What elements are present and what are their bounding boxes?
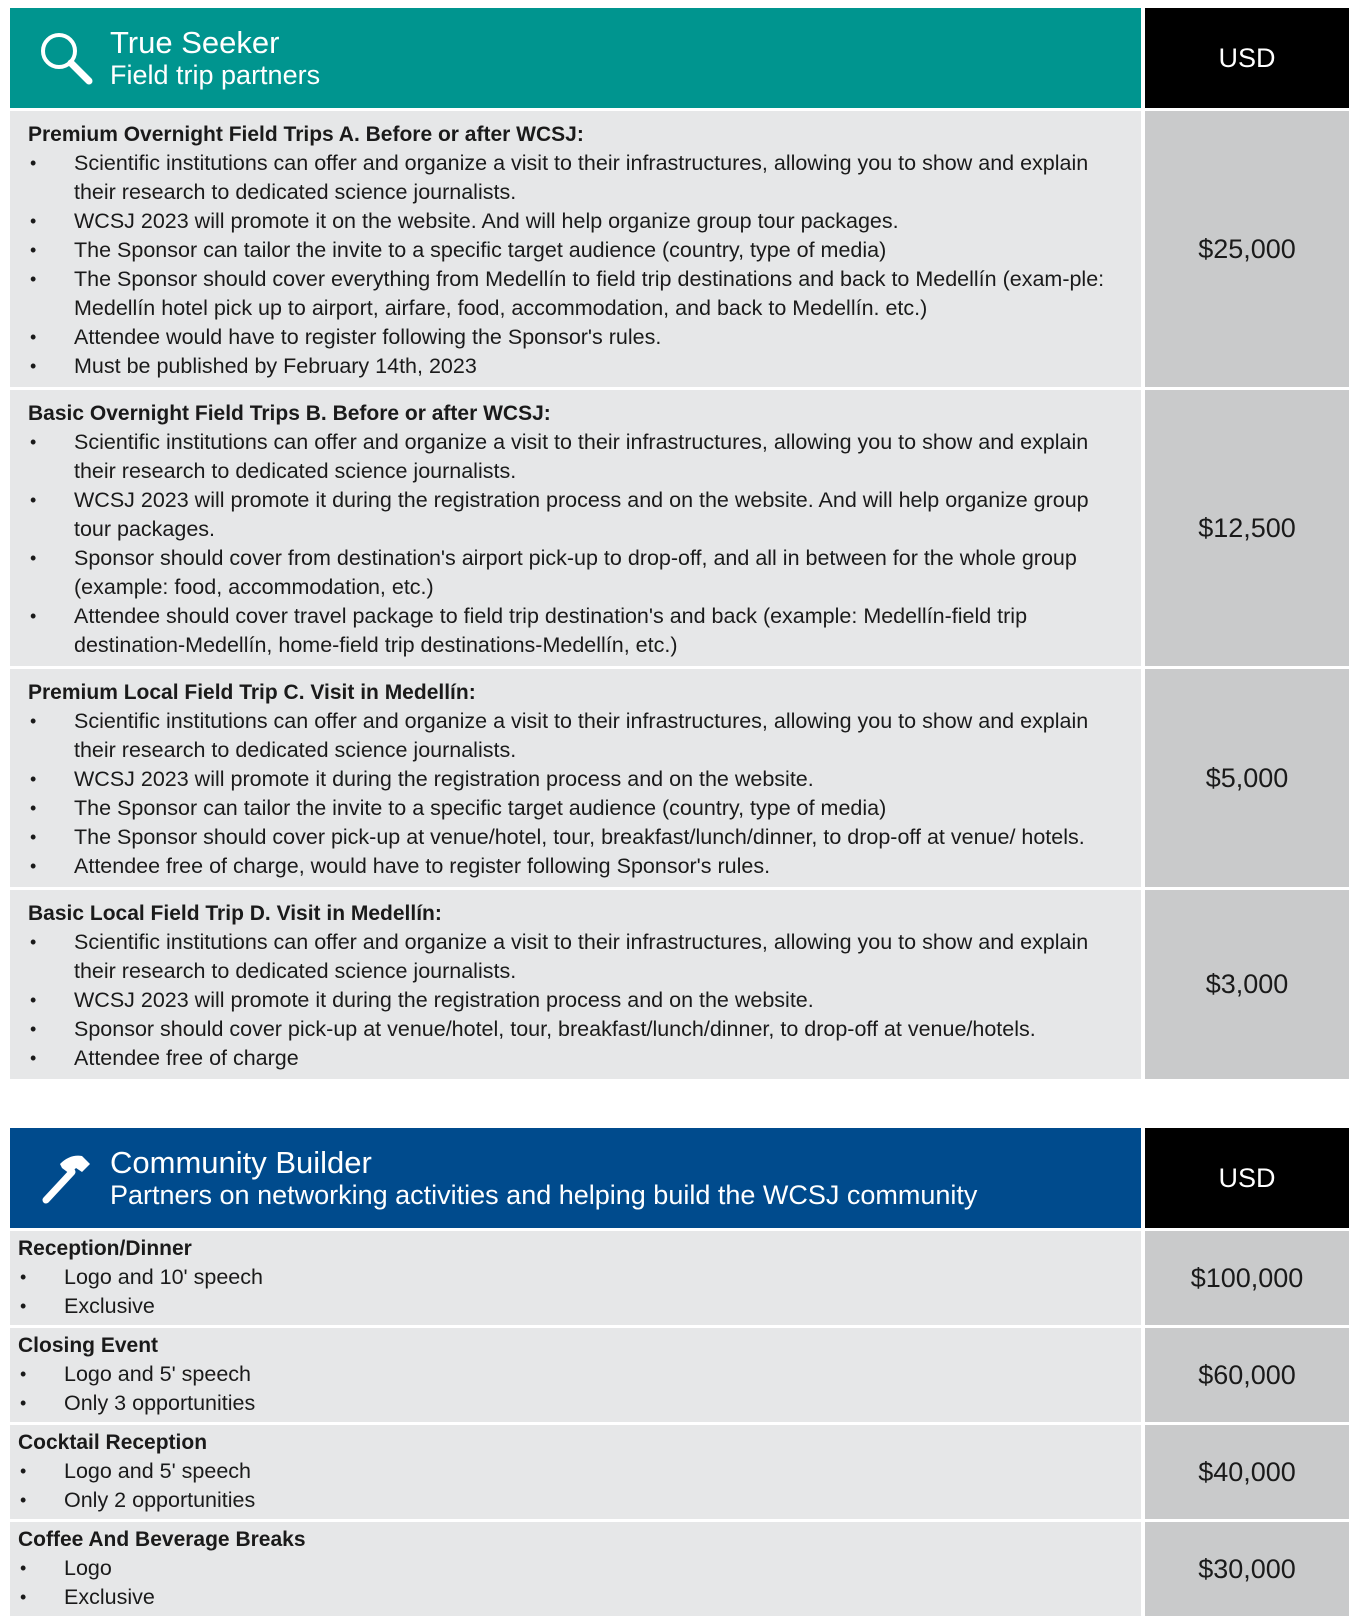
benefit-item: • WCSJ 2023 will promote it during the registration process and on the website. — [28, 986, 1125, 1015]
price-cell: $100,000 — [1145, 1231, 1349, 1325]
benefit-item: • Sponsor should cover from destination's airport pick-up to drop-off, and all in between for the whole group (example: food, accommodation, etc.) — [28, 544, 1125, 602]
benefit-item: • WCSJ 2023 will promote it on the website. And will help organize group tour packages. — [28, 207, 1125, 236]
section-title: Community Builder — [110, 1145, 372, 1180]
price-cell: $30,000 — [1145, 1522, 1349, 1616]
benefit-item: • Logo and 5' speech — [18, 1457, 1125, 1486]
benefit-item: • The Sponsor can tailor the invite to a specific target audience (country, type of media) — [28, 236, 1125, 265]
benefit-item: • Attendee should cover travel package to field trip destination's and back (example: Medellín-field trip destination-Medellín, home-field trip destinations-Medellín, etc.) — [28, 602, 1125, 660]
price-cell: $12,500 — [1145, 390, 1349, 666]
sponsorship-description — [10, 1231, 1141, 1325]
section-header — [10, 1128, 1349, 1228]
sponsorship-description — [10, 1328, 1141, 1422]
benefit-item: • Logo and 5' speech — [18, 1360, 1125, 1389]
sponsorship-description — [10, 111, 1141, 387]
sponsorship-title: Basic Overnight Field Trips B. Before or after WCSJ: — [28, 402, 551, 425]
benefit-item: • Logo and 10' speech — [18, 1263, 1125, 1292]
section-header-title-area — [10, 8, 1141, 108]
benefit-list — [28, 428, 1125, 660]
sponsorship-title: Closing Event — [18, 1334, 159, 1357]
benefit-item: • Attendee free of charge — [28, 1044, 1125, 1073]
benefit-item: • The Sponsor can tailor the invite to a specific target audience (country, type of media) — [28, 794, 1125, 823]
benefit-list — [18, 1263, 1125, 1321]
sponsorship-title: Cocktail Reception — [18, 1431, 208, 1454]
community-builder-section — [10, 1128, 1349, 1616]
benefit-item: • The Sponsor should cover pick-up at venue/hotel, tour, breakfast/lunch/dinner, to drop-off at venue/ hotels. — [28, 823, 1125, 852]
benefit-item: • Must be published by February 14th, 2023 — [28, 352, 1125, 381]
section-subtitle: Field trip partners — [110, 60, 321, 90]
sponsorship-row — [10, 390, 1349, 666]
sponsorship-row — [10, 1522, 1349, 1616]
benefit-item: • Exclusive — [18, 1292, 1125, 1321]
search-icon — [34, 26, 98, 90]
benefit-item: • Scientific institutions can offer and organize a visit to their infrastructures, allowing you to show and explain their research to dedicated science journalists. — [28, 928, 1125, 986]
section-subtitle: Partners on networking activities and helping build the WCSJ community — [110, 1180, 978, 1210]
price-cell: $40,000 — [1145, 1425, 1349, 1519]
sponsorship-row — [10, 890, 1349, 1079]
benefit-item: • The Sponsor should cover everything from Medellín to field trip destinations and back to Medellín (exam-ple: Medellín hotel pick up to airport, airfare, food, accommodation, and back to Medellín. etc.) — [28, 265, 1125, 323]
true-seeker-section — [10, 8, 1349, 1079]
benefit-list — [28, 928, 1125, 1073]
benefit-list — [28, 707, 1125, 881]
section-header — [10, 8, 1349, 108]
sponsorship-title: Premium Local Field Trip C. Visit in Medellín: — [28, 681, 476, 704]
sponsorship-row — [10, 1328, 1349, 1422]
sponsorship-row — [10, 1231, 1349, 1325]
price-cell: $25,000 — [1145, 111, 1349, 387]
sponsorship-title: Coffee And Beverage Breaks — [18, 1528, 306, 1551]
benefit-list — [18, 1360, 1125, 1418]
benefit-item: • Scientific institutions can offer and organize a visit to their infrastructures, allowing you to show and explain their research to dedicated science journalists. — [28, 149, 1125, 207]
price-cell: $60,000 — [1145, 1328, 1349, 1422]
benefit-item: • Logo — [18, 1554, 1125, 1583]
benefit-item: • Only 2 opportunities — [18, 1486, 1125, 1515]
benefit-item: • Only 3 opportunities — [18, 1389, 1125, 1418]
sponsorship-row — [10, 1425, 1349, 1519]
section-title: True Seeker — [110, 25, 280, 60]
benefit-item: • Attendee would have to register following the Sponsor's rules. — [28, 323, 1125, 352]
price-cell: $3,000 — [1145, 890, 1349, 1079]
sponsorship-title: Basic Local Field Trip D. Visit in Medellín: — [28, 902, 442, 925]
benefit-list — [18, 1554, 1125, 1612]
benefit-item: • Attendee free of charge, would have to register following Sponsor's rules. — [28, 852, 1125, 881]
sponsorship-description — [10, 669, 1141, 887]
benefit-item: • WCSJ 2023 will promote it during the registration process and on the website. And will help organize group tour packages. — [28, 486, 1125, 544]
sponsorship-description — [10, 890, 1141, 1079]
hammer-icon — [34, 1146, 98, 1210]
benefit-list — [18, 1457, 1125, 1515]
sponsorship-description — [10, 390, 1141, 666]
benefit-item: • Exclusive — [18, 1583, 1125, 1612]
benefit-item: • Scientific institutions can offer and organize a visit to their infrastructures, allowing you to show and explain their research to dedicated science journalists. — [28, 707, 1125, 765]
sponsorship-description — [10, 1522, 1141, 1616]
benefit-item: • WCSJ 2023 will promote it during the registration process and on the website. — [28, 765, 1125, 794]
currency-header: USD — [1145, 1128, 1349, 1228]
sponsorship-rows — [10, 111, 1349, 1079]
sponsorship-title: Premium Overnight Field Trips A. Before or after WCSJ: — [28, 123, 584, 146]
sponsorship-description — [10, 1425, 1141, 1519]
currency-header: USD — [1145, 8, 1349, 108]
price-cell: $5,000 — [1145, 669, 1349, 887]
sponsorship-row — [10, 111, 1349, 387]
benefit-list — [28, 149, 1125, 381]
sponsorship-row — [10, 669, 1349, 887]
sponsorship-rows — [10, 1231, 1349, 1616]
sponsorship-title: Reception/Dinner — [18, 1237, 192, 1260]
benefit-item: • Scientific institutions can offer and organize a visit to their infrastructures, allowing you to show and explain their research to dedicated science journalists. — [28, 428, 1125, 486]
section-header-title-area — [10, 1128, 1141, 1228]
benefit-item: • Sponsor should cover pick-up at venue/hotel, tour, breakfast/lunch/dinner, to drop-off at venue/hotels. — [28, 1015, 1125, 1044]
